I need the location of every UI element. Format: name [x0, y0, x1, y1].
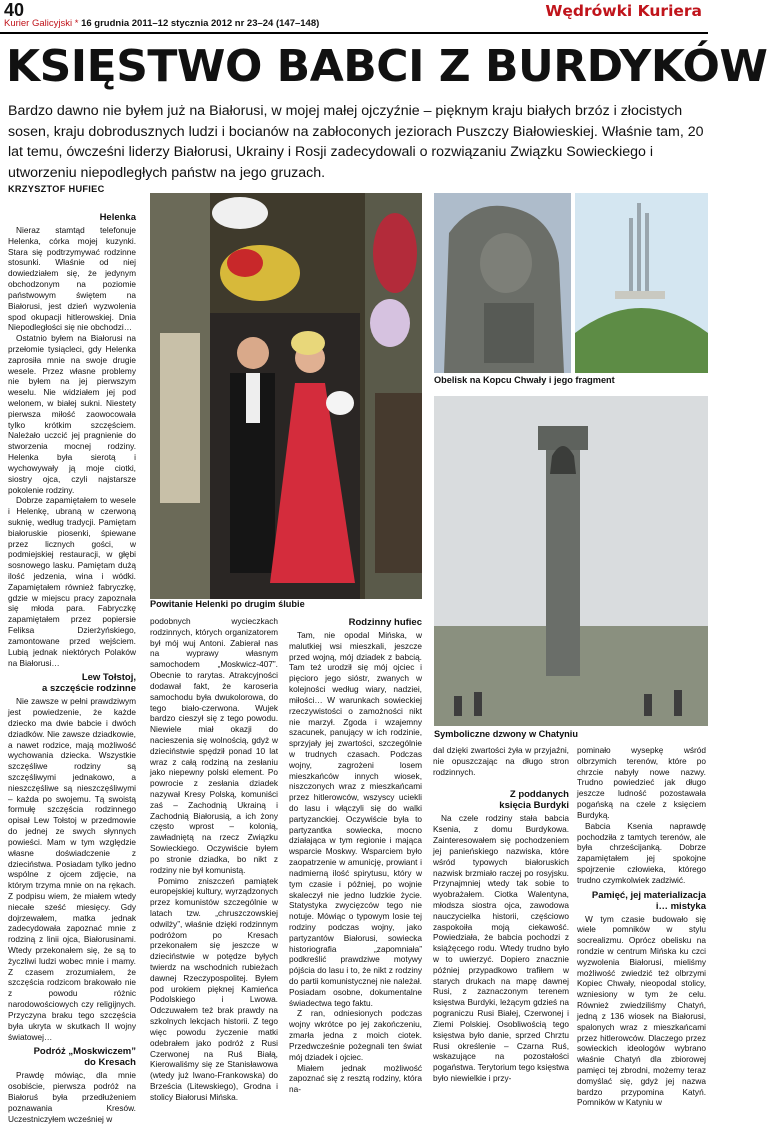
paragraph: Pomimo zniszczeń pamiątek europejskiej kultury, wyrządzonych przez komunistów szczególnie w latach tzw. „chruszczowskiej odwilży”, właśnie dzięki rodzinnym podróżom po Kresach przekonałem się jeszcze w dzieciństwie w potędze byłych twierdz na wschodnich rubieżach dawnej Rzeczypospolitej. Byłem pod urokiem pięknej Kamieńca Podolskiego i Lwowa. Odczuwałem też brak prawdy na szkolnych lekcjach historii. Z tego więc powodu życzenie matki odebrałem jako podróż z Rusi Czerwonej na Ruś Białą, Kierowaliśmy się ze Stanisławowa (wtedy już Iwano-Frankowska) do Brześcia (Litewskiego), Grodna i stolicy Białorusi Mińska. — [150, 875, 278, 1102]
column-2 — [150, 616, 278, 1102]
paragraph: W tym czasie budowało się wiele pomników w stylu socrealizmu. Oprócz obelisku na rondzie w centrum Mińska ku czci wyzwolenia Białorusi, mieliśmy możliwość zwiedzić też olbrzymi Kopiec Chwały, nieopodal stolicy, wzniesiony w tym że celu. Również zwiedziliśmy Chatyń, jedną z 136 wiosek na Białorusi, spalonych wraz z mieszkańcami przez hitlerowców. Dlaczego przez sowieckich ideologów wybrano właśnie Chatyń dla zbiorowej pamięci tej zbrodni, możemy teraz domyślać się, gdyż jej nazwa bardzo przypomina Katyń. Pomników w Katyniu w — [577, 913, 706, 1108]
column-1 — [8, 208, 136, 1124]
subheading-hufiec: Rodzinny hufiec — [348, 617, 422, 628]
header-rule — [0, 32, 708, 34]
subheading-moskwicz — [8, 1046, 136, 1068]
issue-line — [4, 18, 319, 29]
paragraph: Tam, nie opodal Mińska, w malutkiej wsi mieszkali, jeszcze przed wojną, mój dziadek z babcią. Tam też urodził się mój ojciec i pięcioro jego sióstr, zwanych w kolejności według wiary, nadziei, miłości… W warunkach sowieckiej rzeczywistości o zamożności nikt nie marzył. Zgoda i wzajemny szacunek, panujący w ich rodzinie, sprzyjały jej zwartości, szczególnie w trudnych czasach. Podczas wojny, zagrożeni losem mieszkańców innych wiosek, niszczonych wraz z mieszkańcami przez hitlerowców, wszyscy uciekli do lasu i włączyli się do walki partyzanckiej. Oczywiście była to partyzantka sowiecka, mocno działająca w tym regionie i mająca wsparcie Moskwy. Wsparciem było zaopatrzenie w amunicję, prowiant i nadmierną ilość spirytusu, który w tym czasie i później, po wojnie skaleczył nie jedno ludzkie życie. Statystyka zwycięzców tego nie notuje. Mówiąc o typowym losie tej rodziny podczas wojny, jako partyzantów Białorusi, sowiecka historiografia „zapomniała” podkreślić prawdziwe motywy pójścia do lasu i to, że nikt z rodziny do partii komunistycznej nie należał. Posiadam osobne, dokumentalne świadectwa tego faktu. — [289, 630, 422, 1008]
column-4 — [433, 745, 569, 1098]
subheading-line: księcia Burdyki — [499, 800, 569, 812]
paragraph: Miałem jednak możliwość zapoznać się z resztą rodziny, która na- — [289, 1062, 422, 1095]
paragraph: Babcia Ksenia naprawdę pochodziła z tamtych terenów, ale była chrześcijanką. Dobrze zapamiętałem jej spokojne spojrzenie człowieka, którego trudno czymkolwiek zadziwić. — [577, 820, 706, 885]
statue-illustration — [434, 193, 571, 373]
wedding-caption: Powitanie Helenki po drugim ślubie — [150, 599, 305, 609]
column-3 — [289, 616, 422, 1098]
khatyn-bells-photo — [434, 396, 708, 726]
subheading-line: Pamięć, jej materializacja — [591, 889, 706, 901]
issue-date: 16 grudnia 2011–12 stycznia 2012 nr 23–24 (147–148) — [81, 18, 320, 29]
paragraph: podobnych wycieczkach rodzinnych, których organizatorem był mój wuj Antoni. Zabierał nas na wyprawy własnym samochodem „Moskwicz-407”. Obecnie to rarytas. Atrakcyjności dodawał fakt, że karoseria samochodu była dwukolorowa, do tego biało-czerwona. Wujek bardzo cieszył się z tego powodu. Niewiele miał okazji do nacieszenia się wolnością, gdyż w dzieciństwie spędził ponad 10 lat wraz z całą rodziną na zesłaniu jako niepewny polski element. Po powrocie z zesłania dziadek nazywał Kresy Polską, komuniści zaś – Zachodnią Ukrainą i Zachodnią Białorusią, a ich żony często wprost – kolonią, zawładniętą na rzecz Związku Sowieckiego. Oczywiście byłem po stronie dziadka, bo nikt z rodziny nie był komunistą. — [150, 616, 278, 875]
paragraph: pominało wysepkę wśród olbrzymich terenów, które po chrzcie nabyły nowe nazwy. Trudno powiedzieć jak długo jeszcze ludność pozostawała pogańską na czele z księciem Burdyką. — [577, 745, 706, 820]
paragraph: Nie zawsze w pełni prawdziwym jest powiedzenie, że każde dziecko ma dwie babcie i dwóch dziadków. Nie zawsze dziadkowie, a nawet rodzice, mają możliwość wychowania dziecka. Wszystkie szczęśliwe rodziny są szczęśliwymi jednakowo, a nieszczęśliwe są nieszczęśliwymi – każda po swojemu. Tą swoistą formułę szczęścia rodzinnego opisał Lew Tołstoj w przedmowie do jednej ze swych słynnych powieści. Mam w tym względzie własne doświadczenie z dzieciństwa. Posiadam tylko jedno wspólne z ojcem zdjęcie, na którym trzyma mnie on na rękach. Z podpisu wiem, że miałem wtedy niecałe sześć miesięcy. Gdy dojrzewałem, matka jednak zadecydowała zapoznać mnie z rodziną z linii ojca, Białorusinami. Wtedy przekonałem się, że są to życzliwi ludzi wobec mnie i mamy. Z czasem zrozumiałem, że szczęścia rodzicom brakowało nie z powodu różnic narodowościowych czy religijnych. Przyczyna braku tego szczęścia była ukryta w skutkach II wojny światowej… — [8, 696, 136, 1042]
wedding-photo — [150, 193, 422, 599]
subheading-line: do Kresach — [84, 1057, 136, 1069]
subheading-tolstoj — [8, 672, 136, 694]
hill-illustration — [575, 193, 708, 373]
subheading-line: Z poddanych — [509, 789, 569, 801]
paragraph: Na czele rodziny stała babcia Ksenia, z domu Burdykowa. Zainteresowałem się pochodzeniem jej panieńskiego nazwiska, które wśród typowych białoruskich nazwisk brzmiało raczej po rosyjsku. Przynajmniej wtedy tak sobie to wyobrażałem. Ciotka Walentyna, młodsza siostra ojca, zawodowa nauczycielka historii, częściowo zaspokoiła moją ciekawość. Powiedziała, że babcia pochodzi z książęcego rodu. Wtedy trudno było w to uwierzyć. Dopiero znacznie później przypadkowo trafiłem w starych drukach na mapę dawnej Rusi, z zaznaczonym terenem księstwa Burdyki, leżącym gdzieś na pograniczu Rusi Białej, Czerwonej i Ziemi Polskiej. Osobliwością tego księstwa było danie, sprzed Chrztu Rusi określenie – Czarna Ruś, wskazujące na pozostałości pogaństwa. Terytorium tego księstwa było niewielkie i przy- — [433, 813, 569, 1083]
article-lead: Bardzo dawno nie byłem już na Białorusi, w mojej małej ojczyźnie – pięknym kraju białych brzóz i złocistych sosen, kraju dobrodusznych ludzi i bocianów na zabłoconych jeziorach Puszczy Białowieskiej. Właśnie tam, 20 lat temu, ówcześni liderzy Białorusi, Ukrainy i Rosji zadecydowali o rozwiązaniu Związku Sowieckiego i utworzeniu niepodległych państw na jego gruzach. — [8, 103, 704, 181]
paragraph: Dobrze zapamiętałem to wesele i Helenkę, ubraną w czerwoną suknię, według tradycji. Pamiętam białoruskie piosenki, śpiewane przez licznych gości, w podmiejskiej restauracji, w głębi sosnowego lasku. Pamiętam dużą ilość jedzenia, wina i wódki. Zapamiętałem również fabryczkę, gdzie w miejscu pracy zapoznała się młoda para. Fabryczkę zapamiętałem przez popiersie Feliksa Dzierżyńskiego, zamontowane przed wejściem. Lubią jednak niektórych Polaków na Białorusi… — [8, 495, 136, 668]
bells-illustration — [434, 396, 708, 726]
hill-of-glory-photo — [575, 193, 708, 373]
bells-caption: Symboliczne dzwony w Chatyniu — [434, 729, 578, 739]
subheading-line: a szczęście rodzinne — [42, 683, 136, 695]
column-5 — [577, 745, 706, 1108]
author-byline: KRZYSZTOF HUFIEC — [8, 184, 105, 194]
wedding-photo-illustration — [150, 193, 422, 599]
page-number: 40 — [4, 0, 25, 20]
statue-photo — [434, 193, 571, 373]
paragraph: Ostatnio byłem na Białorusi na przełomie tysiącleci, gdy Helenka zaprosiła mnie na swoje drugie wesele. Przez własne problemy nie byłem na jej pierwszym weselu. Nie widziałem jej pod welonem, w białej sukni. Niestety pierwsza miłość zaowocowała tylko krótkim szczęściem. Należało uczcić jej pragnienie do stworzenia mocnej rodziny. Helenka była sierotą i wychowywały ją moje ciotki, siostry ojca, czyli najstarsze pokolenie rodziny. — [8, 333, 136, 495]
section-title: Wędrówki Kuriera — [545, 2, 702, 20]
subheading-helenka: Helenka — [99, 212, 136, 223]
paragraph: Prawdę mówiąc, dla mnie osobiście, pierwsza podróż na Białoruś była przedłużeniem poznawania Kresów. Uczestniczyłem wcześniej w — [8, 1070, 136, 1124]
subheading-burdyki — [433, 789, 569, 811]
paragraph: Z ran, odniesionych podczas wojny wkrótce po jej zakończeniu, zmarła jedna z moich ciotek. Przedwcześnie pożegnali ten świat mój dziadek i ojciec. — [289, 1008, 422, 1062]
separator: * — [74, 18, 79, 29]
obelisk-caption: Obelisk na Kopcu Chwały i jego fragment — [434, 375, 615, 385]
paragraph: dal dzięki zwartości żyła w przyjaźni, nie opuszczając na długo stron rodzinnych. — [433, 745, 569, 777]
subheading-line: i… mistyka — [655, 900, 706, 912]
subheading-line: Lew Tołstoj, — [81, 672, 136, 684]
article-title: KSIĘSTWO BABCI Z BURDYKÓW — [6, 41, 767, 92]
publication-name: Kurier Galicyjski — [4, 18, 73, 29]
subheading-line: Podróż „Moskwiczem” — [33, 1046, 136, 1058]
subheading-pamiec — [577, 890, 706, 912]
paragraph: Nieraz stamtąd telefonuje Helenka, córka mojej kuzynki. Stara się podtrzymywać rodzinne stosunki. Właśnie od niej dowiedziałem się, że jedynym obchodzonym na poziomie państwowym świętem na Białorusi, jest dzień wyzwolenia spod okupacji hitlerowskiej. Dnia Niepodległości się nie obchodzi… — [8, 225, 136, 333]
